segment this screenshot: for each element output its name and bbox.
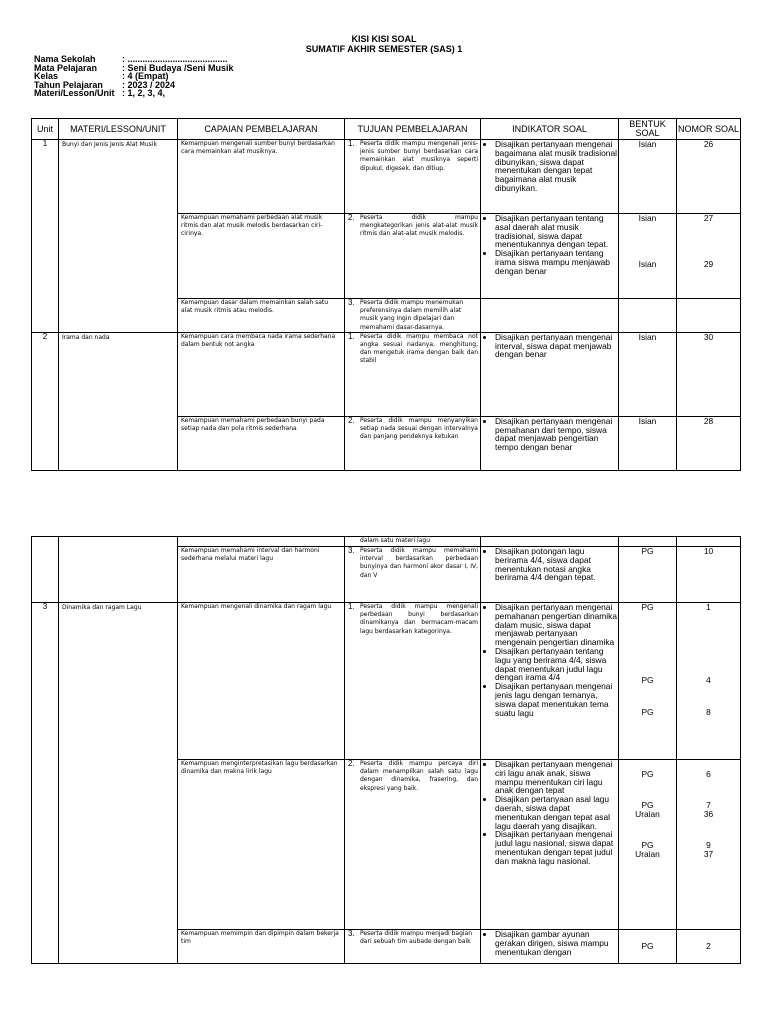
tujuan-cell bbox=[345, 760, 481, 930]
tujuan-cell bbox=[345, 140, 481, 214]
indikator-item: • Disajikan pertanyaan tentang lagu yang berirama 4/4, siswa dapat menentukan judul lagu dengan irama 4/4 bbox=[495, 647, 618, 682]
tujuan-cell bbox=[345, 299, 481, 333]
nomor-item: 6 bbox=[706, 769, 711, 779]
indikator-item: • Disajikan pertanyaan mengenai bagaimana alat musik tradisional dibunyikan, siswa dapat menentukan dengan tepat bagaimana alat musik dibunyikan. bbox=[495, 140, 618, 193]
nomor-item: 37 bbox=[703, 849, 714, 859]
nomor-item: 9 bbox=[706, 840, 711, 850]
indikator-item: • Disajikan pertanyaan mengenai pemahanan dari tempo, siswa dapat menjawab pengertian tempo dengan benar bbox=[495, 417, 618, 452]
header-nomor: NOMOR SOAL bbox=[677, 119, 741, 140]
nomor-item: 27 bbox=[703, 213, 714, 223]
nomor-cell bbox=[677, 214, 741, 299]
indikator-item: • Disajikan pertanyaan asal lagu daerah, siswa dapat menentukan dengan tepat asal lagu daerah yang disajikan. bbox=[495, 795, 618, 830]
bentuk-cell: PG bbox=[619, 930, 677, 964]
tujuan-cell bbox=[345, 603, 481, 760]
unit-cell: 1 bbox=[32, 140, 59, 333]
tujuan-cell bbox=[345, 930, 481, 964]
info-label: Mata Pelajaran bbox=[34, 62, 98, 73]
tujuan-text: Peserta didik mampu mengenali perbedaan bunyi berdasarkan dinamikanya dan bermacam-macam lagu berdasarkan kategorinya. bbox=[360, 603, 478, 635]
nomor-cell: 10 bbox=[677, 547, 741, 603]
info-label: Nama Sekolah bbox=[34, 54, 96, 64]
capaian-cell bbox=[178, 537, 345, 547]
tujuan-text: Peserta didik mampu membaca not angka sesuai nadanya, menghitung, dan mengetuk irama dengan baik dan stabil bbox=[360, 332, 478, 365]
header-capaian: CAPAIAN PEMBELAJARAN bbox=[178, 119, 345, 140]
indikator-item: • Disajikan potongan lagu berirama 4/4, siswa dapat menentukan notasi angka berirama 4/4 dengan tepat. bbox=[495, 547, 618, 582]
bentuk-item: Uraian bbox=[635, 849, 660, 859]
table-row bbox=[32, 140, 741, 214]
indikator-cell bbox=[481, 214, 619, 299]
tujuan-number: 2. bbox=[348, 415, 355, 425]
nomor-cell: 30 bbox=[677, 332, 741, 416]
tujuan-cell bbox=[345, 537, 481, 547]
bentuk-item: Uraian bbox=[635, 809, 660, 819]
unit-cell: 3 bbox=[32, 603, 59, 964]
header-materi: MATERI/LESSON/UNIT bbox=[59, 119, 178, 140]
bentuk-cell: Isian bbox=[619, 416, 677, 470]
tujuan-number: 2. bbox=[348, 759, 355, 768]
bentuk-item: PG bbox=[641, 675, 654, 685]
indikator-item: • Disajikan pertanyaan mengenai interval, siswa dapat menjawab dengan benar bbox=[495, 333, 618, 359]
bentuk-item: PG bbox=[641, 769, 654, 779]
indikator-item: • Disajikan pertanyaan tentang asal daerah alat musik tradisional, siswa dapat menentukannya dengan tepat. bbox=[495, 214, 618, 249]
capaian-cell: Kemampuan cara membaca nada irama sederhana dalam bentuk not angka bbox=[178, 332, 345, 416]
indikator-cell bbox=[481, 140, 619, 214]
capaian-cell: Kemampuan memahami perbedaan bunyi pada setiap nada dan pola ritmis sederhana bbox=[178, 416, 345, 470]
capaian-cell: Kemampuan mengenali dinamika dan ragam lagu bbox=[178, 603, 345, 760]
indikator-cell bbox=[481, 547, 619, 603]
nomor-item: 1 bbox=[706, 602, 711, 612]
capaian-cell: Kemampuan memahami interval dan harmoni sederhana melalui materi lagu bbox=[178, 547, 345, 603]
tujuan-cell bbox=[345, 547, 481, 603]
capaian-cell: Kemampuan menginterpretasikan lagu berdasarkan dinamika dan makna lirik lagu bbox=[178, 760, 345, 930]
indikator-item: • Disajikan pertanyaan mengenai judul lagu nasional, siswa dapat menentukan dengan tepat judul dan makna lagu nasional. bbox=[495, 830, 618, 865]
tujuan-text: Peserta didik mampu mengenali jenis-jenis sumber bunyi berdasarkan cara memainkan alat musiknya seperti dipukul, digesek, dan ditiup. bbox=[360, 140, 478, 172]
bentuk-cell bbox=[619, 603, 677, 760]
bentuk-item: PG bbox=[641, 800, 654, 810]
info-value: : ........................................ bbox=[122, 54, 228, 64]
header-unit: Unit bbox=[32, 119, 59, 140]
materi-cell: Bunyi dan Jenis Jenis Alat Musik bbox=[59, 140, 178, 333]
tujuan-text: Peserta didik mampu memahami interval berdasarkan perbedaan bunyinya dan harmoni akor dasar I, IV, dan V bbox=[360, 547, 478, 579]
nomor-cell bbox=[677, 537, 741, 547]
grid-table-2 bbox=[31, 536, 741, 964]
document-subtitle: SUMATIF AKHIR SEMESTER (SAS) 1 bbox=[305, 44, 463, 54]
nomor-item: 29 bbox=[703, 259, 714, 269]
tujuan-number: 1. bbox=[348, 602, 355, 611]
nomor-cell: 26 bbox=[677, 140, 741, 214]
tujuan-cell bbox=[345, 214, 481, 299]
indikator-item: • Disajikan pertanyaan mengenai jenis lagu dengan temanya, siswa dapat menentukan tema suatu lagu bbox=[495, 682, 618, 717]
tujuan-number: 3. bbox=[348, 929, 355, 938]
materi-cell bbox=[59, 537, 178, 603]
indikator-item: • Disajikan pertanyaan tentang irama siswa mampu menjawab dengan benar bbox=[495, 249, 618, 275]
bentuk-cell: PG bbox=[619, 547, 677, 603]
tujuan-text: dalam satu materi lagu bbox=[360, 537, 431, 544]
nomor-item: 8 bbox=[706, 707, 711, 717]
tujuan-number: 3. bbox=[348, 298, 355, 307]
tujuan-cell bbox=[345, 332, 481, 416]
table-row bbox=[32, 332, 741, 416]
indikator-cell bbox=[481, 760, 619, 930]
indikator-cell bbox=[481, 416, 619, 470]
bentuk-item: Isian bbox=[638, 213, 657, 223]
indikator-item: • Disajikan pertanyaan mengenai ciri lagu anak anak, siswa mampu menentukan ciri lagu anak dengan tepat bbox=[495, 760, 618, 795]
nomor-cell bbox=[677, 603, 741, 760]
indikator-item: • Disajikan pertanyaan mengenai pemahanan pengertian dinamika dalam music, siswa dapat menjawab pertanyaan mengenain pengertian dinamika bbox=[495, 603, 618, 647]
info-value: : 4 (Empat) bbox=[122, 71, 169, 81]
info-value: : 2023 / 2024 bbox=[122, 79, 176, 90]
bentuk-item: Isian bbox=[638, 259, 657, 269]
tujuan-number: 1. bbox=[348, 331, 355, 341]
tujuan-text: Peserta didik mampu mengkategorikan jenis alat-alat musik ritmis dan alat-alat musik melodis. bbox=[360, 214, 478, 238]
tujuan-text: Peserta didik mampu menemukan preferensinya dalam memilih alat musik yang ingin dipelajari dan memahami dasar-dasarnya. bbox=[360, 299, 464, 331]
tujuan-text: Peserta didik mampu menjadi bagian dari sebuah tim aubade dengan baik bbox=[360, 930, 473, 946]
bentuk-item: PG bbox=[641, 840, 654, 850]
tujuan-text: Peserta didik mampu percaya diri dalam menampilkan salah satu lagu dengan dinamika, frasering, dan ekspresi yang baik. bbox=[360, 760, 478, 792]
materi-cell: Dinamika dan ragam Lagu bbox=[59, 603, 178, 964]
info-value: : Seni Budaya /Seni Musik bbox=[122, 62, 234, 73]
document-info bbox=[34, 55, 234, 98]
table-row bbox=[32, 603, 741, 760]
bentuk-cell: Isian bbox=[619, 140, 677, 214]
bentuk-cell bbox=[619, 299, 677, 333]
capaian-cell: Kemampuan memahami perbedaan alat musik ritmis dan alat musik melodis berdasarkan ciri-cirinya. bbox=[178, 214, 345, 299]
grid-table-1 bbox=[31, 118, 741, 471]
indikator-cell bbox=[481, 930, 619, 964]
bentuk-cell bbox=[619, 214, 677, 299]
indikator-cell bbox=[481, 603, 619, 760]
table-row bbox=[32, 537, 741, 547]
document-title: KISI KISI SOAL bbox=[351, 34, 417, 44]
bentuk-cell bbox=[619, 760, 677, 930]
nomor-item: 36 bbox=[703, 809, 714, 819]
indikator-cell bbox=[481, 537, 619, 547]
header-indikator: INDIKATOR SOAL bbox=[481, 119, 619, 140]
nomor-cell bbox=[677, 299, 741, 333]
info-row-unit bbox=[34, 89, 234, 98]
nomor-item: 7 bbox=[706, 800, 711, 810]
tujuan-number: 3. bbox=[348, 546, 355, 555]
materi-cell: Irama dan nada bbox=[59, 332, 178, 470]
nomor-cell bbox=[677, 760, 741, 930]
tujuan-number: 2. bbox=[348, 213, 355, 222]
bentuk-item: PG bbox=[641, 602, 654, 612]
unit-cell bbox=[32, 537, 59, 603]
bentuk-item: PG bbox=[641, 707, 654, 717]
nomor-cell: 2 bbox=[677, 930, 741, 964]
header-tujuan: TUJUAN PEMBELAJARAN bbox=[345, 119, 481, 140]
indikator-item: • Disajikan gambar ayunan gerakan dirigen, siswa mampu menentukan dengan bbox=[495, 930, 618, 956]
info-value: : 1, 2, 3, 4, bbox=[122, 88, 166, 98]
capaian-cell: Kemampuan mengenali sumber bunyi berdasarkan cara memainkan alat musiknya. bbox=[178, 140, 345, 214]
unit-cell: 2 bbox=[32, 332, 59, 470]
tujuan-cell bbox=[345, 416, 481, 470]
info-label: Tahun Pelajaran bbox=[34, 79, 103, 90]
indikator-cell bbox=[481, 299, 619, 333]
tujuan-text: Peserta didik mampu menyanyikan setiap nada sesuai dengan intervalnya dan panjang pendeknya ketukan bbox=[360, 416, 478, 441]
table-header-row bbox=[32, 119, 741, 140]
capaian-cell: Kemampuan dasar dalam memainkan salah satu alat musik ritmis atau melodis. bbox=[178, 299, 345, 333]
indikator-cell bbox=[481, 332, 619, 416]
nomor-cell: 28 bbox=[677, 416, 741, 470]
info-label: Kelas bbox=[34, 71, 59, 81]
tujuan-number: 1. bbox=[348, 139, 355, 148]
header-bentuk: BENTUK SOAL bbox=[619, 119, 677, 140]
bentuk-cell bbox=[619, 537, 677, 547]
capaian-cell: Kemampuan memimpin dan dipimpin dalam bekerja tim bbox=[178, 930, 345, 964]
nomor-item: 4 bbox=[706, 675, 711, 685]
info-label: Materi/Lesson/Unit bbox=[34, 88, 115, 98]
bentuk-cell: Isian bbox=[619, 332, 677, 416]
